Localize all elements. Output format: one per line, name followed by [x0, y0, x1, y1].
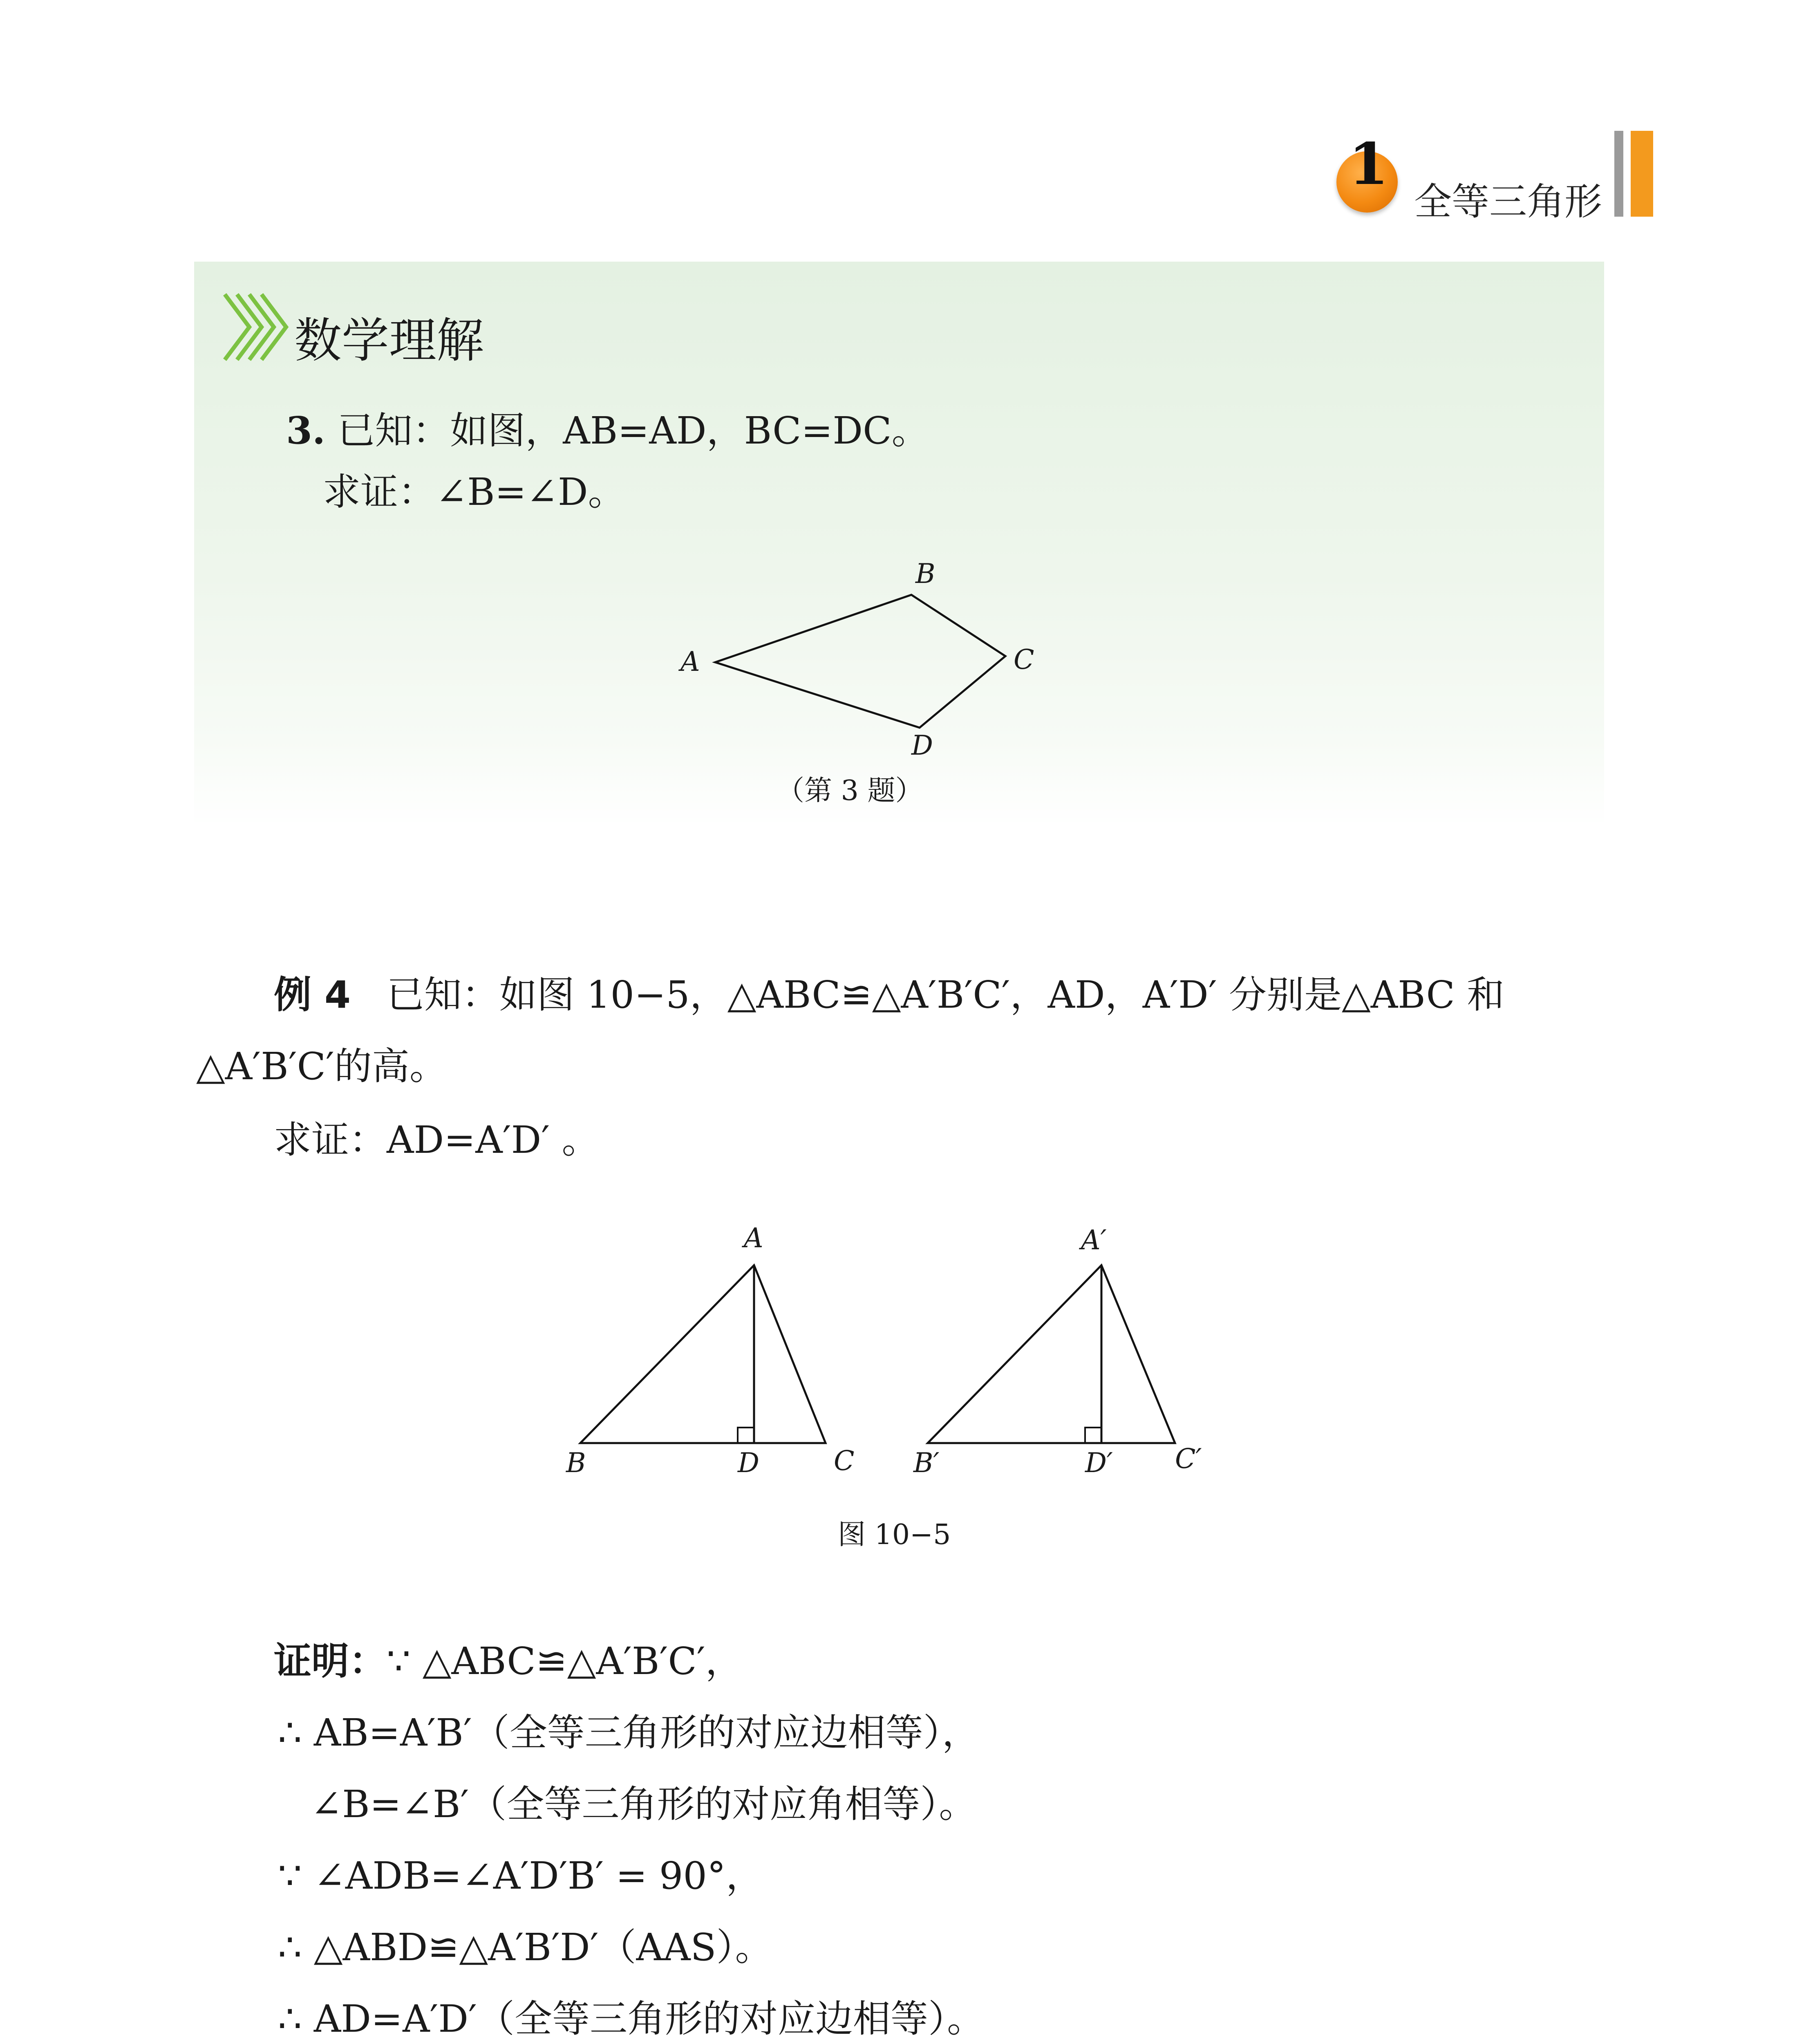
- example-label: 例 4: [274, 973, 351, 1017]
- example-4-line-2: △A′B′C′的高。: [196, 1044, 447, 1088]
- proof-step-4: ∵ ∠ADB=∠A′D′B′ = 90°，: [278, 1854, 763, 1898]
- fig105-label-b: B: [566, 1447, 586, 1479]
- section-title: 数学理解: [294, 313, 484, 368]
- proof-step-5: ∴ △ABD≌△A′B′D′（AAS）。: [278, 1925, 773, 1969]
- header-bar-orange: [1631, 131, 1653, 217]
- fig3-caption: （第 3 题）: [777, 775, 923, 807]
- example-4-prove: 求证：AD=A′D′ 。: [274, 1118, 600, 1162]
- example-4-line-1: [274, 965, 1504, 1019]
- fig105-label-b-prime: B′: [913, 1447, 940, 1479]
- proof-step-1: ∵ △ABC≌△A′B′C′，: [387, 1639, 743, 1683]
- fig105-label-c: C: [834, 1445, 855, 1477]
- chapter-title: 全等三角形: [1414, 180, 1602, 224]
- problem-3-line-1: [286, 401, 929, 455]
- header-bar-gray: [1614, 131, 1623, 217]
- problem-3-prove: 求证：∠B=∠D。: [323, 470, 626, 514]
- fig105-label-c-prime: C′: [1175, 1443, 1202, 1475]
- figure-10-5: [564, 1239, 1218, 1468]
- fig105-caption: 图 10−5: [838, 1519, 951, 1551]
- proof-label: 证明：: [274, 1639, 387, 1683]
- problem-3-figure: [695, 580, 1022, 752]
- section-chevrons-icon: [217, 286, 290, 368]
- fig3-label-a: A: [680, 646, 700, 677]
- fig105-label-a: A: [744, 1222, 763, 1254]
- problem-3-given: 已知：如图，AB=AD，BC=DC。: [325, 409, 929, 453]
- proof-step-3: ∠B=∠B′（全等三角形的对应角相等）。: [311, 1782, 977, 1826]
- fig105-label-d: D: [738, 1447, 759, 1479]
- fig3-label-b: B: [915, 558, 935, 589]
- fig3-label-c: C: [1014, 644, 1034, 675]
- chapter-number: 1: [1349, 131, 1389, 198]
- proof-step-6: ∴ AD=A′D′（全等三角形的对应边相等）。: [278, 1997, 985, 2041]
- fig3-label-d: D: [911, 730, 933, 761]
- example-given: 已知：如图 10−5，△ABC≌△A′B′C′，AD，A′D′ 分别是△ABC 和: [386, 973, 1505, 1017]
- proof-line-1: [274, 1631, 743, 1685]
- proof-step-2: ∴ AB=A′B′（全等三角形的对应边相等），: [278, 1711, 980, 1755]
- problem-number: 3.: [286, 408, 326, 453]
- fig105-label-d-prime: D′: [1085, 1447, 1113, 1479]
- fig105-label-a-prime: A′: [1081, 1224, 1107, 1256]
